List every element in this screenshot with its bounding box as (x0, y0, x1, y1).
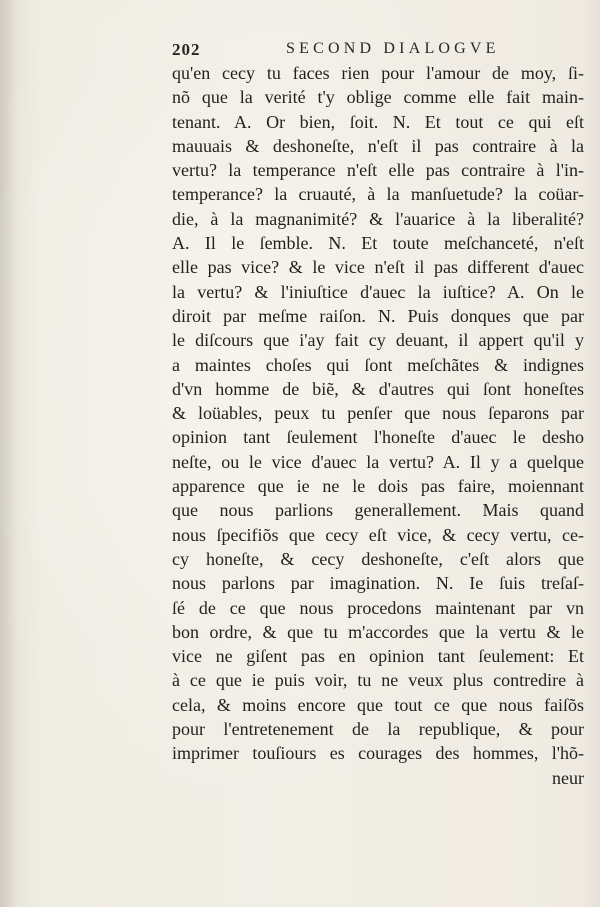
text-line: elle pas vice? & le vice n'eſt il pas different d'auec (172, 257, 584, 278)
text-line: mauuais & deshoneſte, n'eſt il pas contraire à la (172, 135, 584, 156)
text-line: cela, & moins encore que tout ce que nous faiſõs (172, 694, 584, 715)
text-line: qu'en cecy tu faces rien pour l'amour de moy, ſi- (172, 63, 584, 83)
text-line: ſé de ce que nous procedons maintenant par vn (172, 597, 584, 618)
text-line: tenant. A. Or bien, ſoit. N. Et tout ce qui eſt (172, 111, 584, 132)
body-text (172, 61, 584, 790)
text-line: opinion tant ſeulement l'honeſte d'auec le desho (172, 427, 584, 448)
text-line: d'vn homme de biẽ, & d'autres qui ſont honeſtes (172, 378, 584, 399)
text-line: à ce que ie puis voir, tu ne veux plus contredire à (172, 670, 584, 691)
page-header (172, 40, 584, 62)
text-line: bon ordre, & que tu m'accordes que la vertu & le (172, 621, 584, 642)
text-line: diroit par meſme raiſon. N. Puis donques que par (172, 305, 584, 326)
text-line: nous ſpecifiõs que cecy eſt vice, & cecy vertu, ce- (172, 524, 584, 545)
text-line: nous parlons par imagination. N. Ie ſuis treſaſ- (172, 573, 584, 594)
text-line: vice ne giſent pas en opinion tant ſeulement: Et (172, 646, 584, 667)
text-line: imprimer touſiours es courages des hommes, l'hõ- (172, 743, 584, 764)
text-line: a maintes choſes qui ſont meſchãtes & indignes (172, 354, 584, 375)
text-line: le diſcours que i'ay fait cy deuant, il appert qu'il y (172, 330, 584, 351)
text-line: vertu? la temperance n'eſt elle pas contraire à l'in- (172, 160, 584, 181)
gutter-shadow (0, 0, 18, 907)
text-line: cy honeſte, & cecy deshoneſte, c'eſt alors que (172, 548, 584, 569)
text-line: que nous parlions generallement. Mais quand (172, 500, 584, 521)
text-line: & loüables, peux tu penſer que nous ſeparons par (172, 403, 584, 424)
text-line: die, à la magnanimité? & l'auarice à la liberalité? (172, 208, 584, 229)
text-line: neſte, ou le vice d'auec la vertu? A. Il y a quelque (172, 451, 584, 472)
catchword: neur (552, 767, 584, 788)
text-line: A. Il le ſemble. N. Et toute meſchanceté, n'eſt (172, 233, 584, 254)
page-number: 202 (172, 40, 201, 59)
text-line: la vertu? & l'iniuſtice d'auec la iuſtice? A. On le (172, 281, 584, 302)
running-head: SECOND DIALOGVE (286, 40, 500, 57)
text-line: nõ que la verité t'y oblige comme elle fait main- (172, 87, 584, 108)
text-line: apparence que ie ne le dois pas faire, moiennant (172, 476, 584, 497)
text-line: pour l'entretenement de la republique, & pour (172, 719, 584, 740)
text-line: temperance? la cruauté, à la manſuetude? la coüar- (172, 184, 584, 205)
